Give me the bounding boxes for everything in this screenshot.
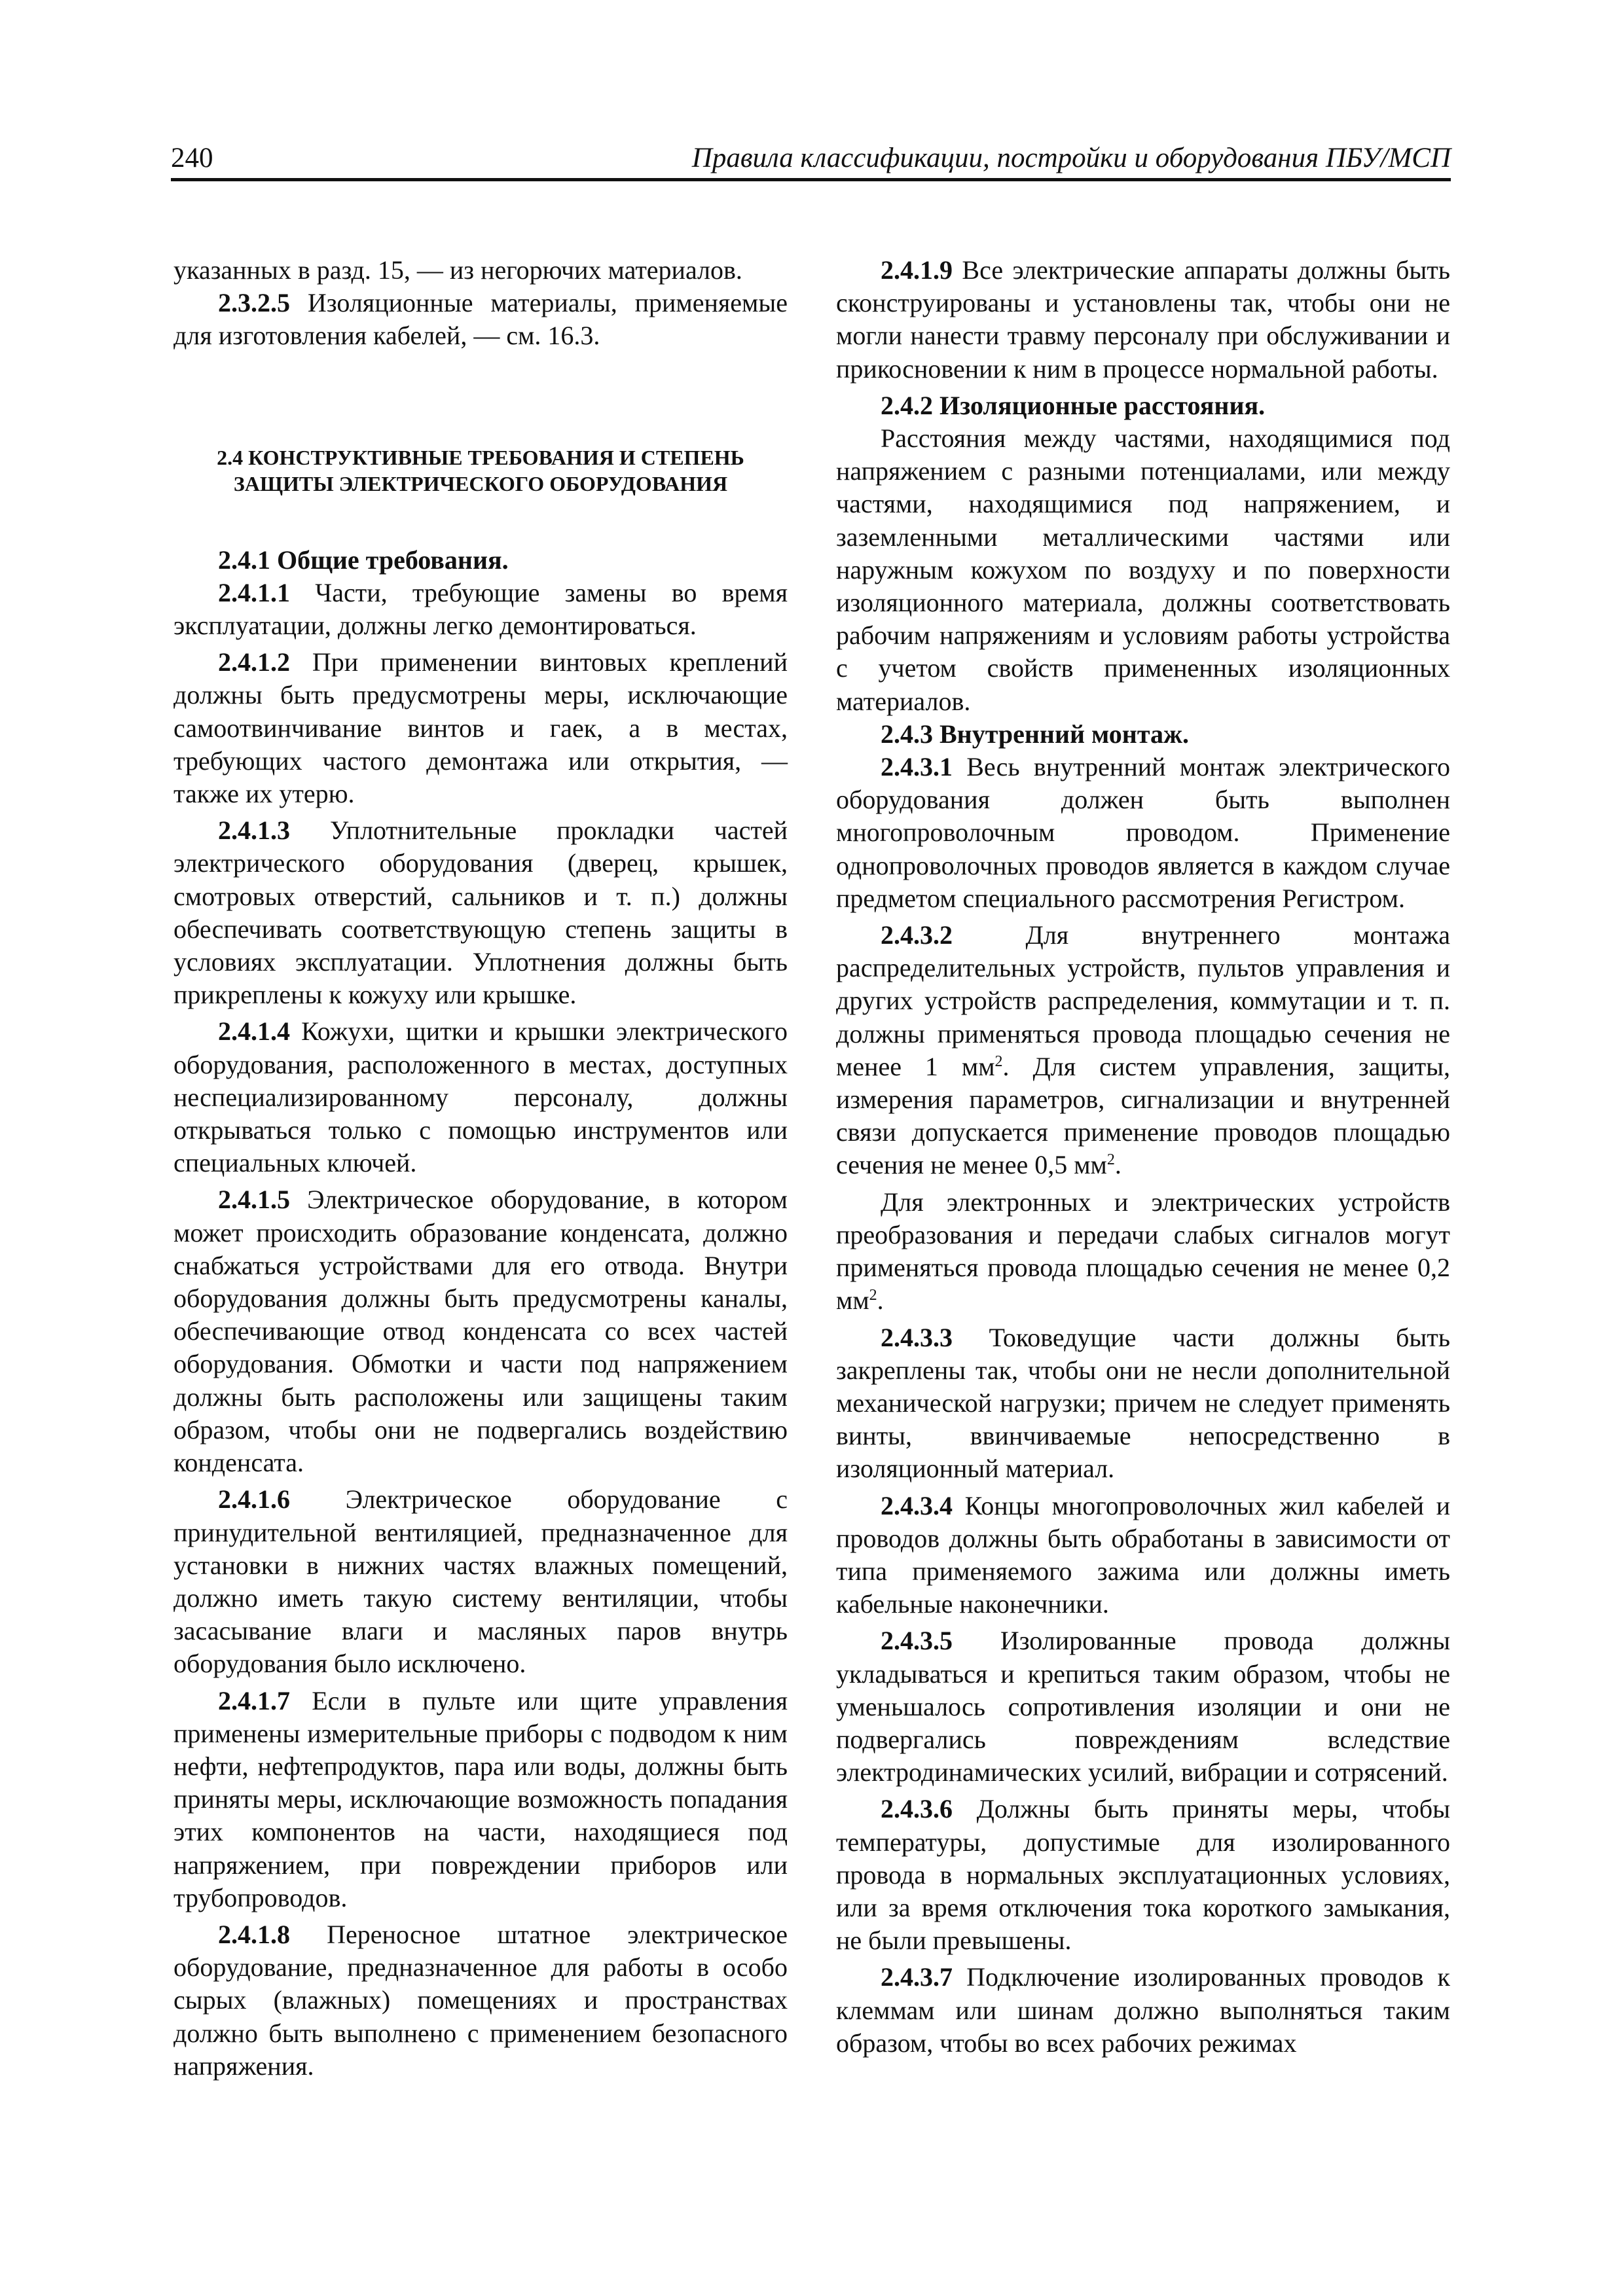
paragraph-text: Электрическое оборудование с принудительной вентиляцией, предназначенное для установки в нижних частях влажных помещений, должно иметь такую систему вентиляции, чтобы засасывание влаги и масляных паров внутрь оборудования было исключено. — [173, 1484, 788, 1679]
clause-number: 2.4.1.6 — [218, 1484, 290, 1515]
paragraph-2-3-2-5 — [173, 287, 788, 352]
paragraph-text: Уплотнительные прокладки частей электрического оборудования (дверец, крышек, смотровых отверстий, сальников и т. п.) должны обеспечивать соответствующую степень защиты в условиях эксплуатации. Уплотнения должны быть прикреплены к кожуху или крышке. — [173, 816, 788, 1010]
subsection-title: 2.4.2 Изоляционные расстояния. — [881, 390, 1266, 420]
paragraph-text: . — [877, 1285, 884, 1316]
paragraph-text: указанных в разд. 15, — из негорючих материалов. — [173, 255, 742, 285]
page-number: 240 — [171, 143, 213, 173]
clause-number: 2.4.1.4 — [218, 1016, 290, 1047]
paragraph-2-4-1-7 — [173, 1685, 788, 1914]
paragraph-text: Должны быть приняты меры, чтобы температуры, допустимые для изолированного провода в нормальных эксплуатационных условиях, или за время отключения тока короткого замыкания, не были превышены. — [836, 1794, 1450, 1956]
paragraph-2-4-1-6 — [173, 1483, 788, 1680]
paragraph-2-4-3-6 — [836, 1793, 1450, 1957]
subsection-heading — [836, 389, 1450, 422]
clause-number: 2.4.1.5 — [218, 1185, 290, 1215]
paragraph-2-4-1-1 — [173, 577, 788, 642]
clause-number: 2.4.3.1 — [881, 752, 953, 782]
clause-number: 2.4.3.4 — [881, 1490, 953, 1520]
paragraph-2-4-3-5 — [836, 1624, 1450, 1789]
paragraph-2-4-3-1 — [836, 751, 1450, 915]
subsection-title: 2.4.3 Внутренний монтаж. — [881, 719, 1189, 749]
paragraph-text: Токоведущие части должны быть закреплены так, чтобы они не несли дополнительной механической нагрузки; причем не следует применять винты, ввинчиваемые непосредственно в изоляционный материал. — [836, 1322, 1450, 1484]
paragraph — [836, 1186, 1450, 1318]
paragraph-text: Все электрические аппараты должны быть сконструированы и установлены так, чтобы они не могли нанести травму персоналу при обслуживании и прикосновении к ним в процессе нормальной работы. — [836, 255, 1450, 384]
subsection-heading — [173, 544, 788, 577]
clause-number: 2.4.3.6 — [881, 1794, 953, 1824]
subsection-heading — [836, 718, 1450, 751]
clause-number: 2.4.1.3 — [218, 816, 290, 846]
superscript: 2 — [1106, 1151, 1115, 1169]
paragraph-2-4-1-4 — [173, 1015, 788, 1179]
paragraph-text: Подключение изолированных проводов к клеммам или шинам должно выполняться таким образом, чтобы во всех рабочих режимах — [836, 1962, 1450, 2058]
paragraph-2-4-1-8 — [173, 1918, 788, 2083]
paragraph-2-4-3-3 — [836, 1321, 1450, 1486]
left-column — [173, 254, 788, 2083]
clause-number: 2.4.1.7 — [218, 1685, 290, 1715]
clause-number: 2.3.2.5 — [218, 288, 290, 318]
paragraph-text: Переносное штатное электрическое оборудование, предназначенное для работы в особо сырых (влажных) помещениях и пространствах должно быть выполнено с применением безопасного напряжения. — [173, 1919, 788, 2081]
clause-number: 2.4.3.7 — [881, 1962, 953, 1992]
section-heading-line: 2.4 КОНСТРУКТИВНЫЕ ТРЕБОВАНИЯ И СТЕПЕНЬ — [217, 445, 744, 469]
paragraph — [173, 254, 788, 287]
subsection-title: 2.4.1 Общие требования. — [218, 545, 509, 575]
paragraph-text: Для электронных и электрических устройств преобразования и передачи слабых сигналов могут применяться провода площадью сечения не менее 0,2 мм — [836, 1187, 1450, 1316]
paragraph-text: Электрическое оборудование, в котором может происходить образование конденсата, должно снабжаться устройствами для его отвода. Внутри оборудования должны быть предусмотрены каналы, обеспечивающие отвод конденсата со всех частей оборудования. Обмотки и части под напряжением должны быть расположены или защищены таким образом, чтобы они не подвергались воздействию конденсата. — [173, 1185, 788, 1478]
section-heading — [173, 444, 788, 497]
paragraph-text: Концы многопроволочных жил кабелей и проводов должны быть обработаны в зависимости от типа применяемого зажима или должны иметь кабельные наконечники. — [836, 1490, 1450, 1619]
paragraph-text: Весь внутренний монтаж электрического оборудования должен быть выполнен многопроволочным проводом. Применение однопроволочных проводов является в каждом случае предметом специального рассмотрения Регистром. — [836, 752, 1450, 913]
page-header — [171, 140, 1451, 181]
clause-number: 2.4.1.1 — [218, 577, 290, 607]
running-title: Правила классификации, постройки и оборудования ПБУ/МСП — [691, 143, 1451, 173]
paragraph-2-4-3-4 — [836, 1490, 1450, 1621]
paragraph-text: При применении винтовых креплений должны быть предусмотрены меры, исключающие самоотвинчивание винтов и гаек, а в местах, требующих частого демонтажа или открытия, — также их утерю. — [173, 647, 788, 809]
paragraph-2-4-1-9 — [836, 254, 1450, 386]
paragraph-text: Кожухи, щитки и крышки электрического оборудования, расположенного в местах, доступных неспециализированному персоналу, должны открываться только с помощью инструментов или специальных ключей. — [173, 1016, 788, 1178]
paragraph-text: Расстояния между частями, находящимися под напряжением с разными потенциалами, или между частями, находящимися под напряжением, и заземленными металлическими частями или наружным кожухом по воздуху и по поверхности изоляционного материала, должны соответствовать рабочим напряжениям и условиям работы устройства с учетом свойств примененных изоляционных материалов. — [836, 423, 1450, 716]
paragraph-text: Изоляционные материалы, применяемые для изготовления кабелей, — см. 16.3. — [173, 288, 788, 351]
clause-number: 2.4.1.2 — [218, 647, 290, 677]
superscript: 2 — [994, 1052, 1003, 1070]
right-column — [836, 254, 1450, 2060]
clause-number: 2.4.3.2 — [881, 920, 953, 950]
paragraph-2-4-1-2 — [173, 646, 788, 810]
paragraph-2-4-3-2 — [836, 919, 1450, 1182]
superscript: 2 — [869, 1287, 877, 1304]
paragraph-2-4-3-7 — [836, 1961, 1450, 2060]
paragraph-2-4-1-5 — [173, 1183, 788, 1479]
paragraph-text: Части, требующие замены во время эксплуатации, должны легко демонтироваться. — [173, 577, 788, 641]
paragraph-text: . — [1114, 1150, 1122, 1180]
paragraph-text: . Для систем управления, защиты, измерения параметров, сигнализации и внутренней связи допускается применение проводов площадью сечения не менее 0,5 мм — [836, 1051, 1450, 1180]
paragraph-2-4-2 — [836, 422, 1450, 718]
paragraph-2-4-1-3 — [173, 814, 788, 1011]
paragraph-text: Если в пульте или щите управления применены измерительные приборы с подводом к ним нефти, нефтепродуктов, пара или воды, должны быть приняты меры, исключающие возможность попадания этих компонентов на части, находящиеся под напряжением, при повреждении приборов или трубопроводов. — [173, 1685, 788, 1912]
clause-number: 2.4.3.5 — [881, 1626, 953, 1656]
clause-number: 2.4.3.3 — [881, 1322, 953, 1352]
clause-number: 2.4.1.8 — [218, 1919, 290, 1949]
paragraph-text: Для внутреннего монтажа распределительных устройств, пультов управления и других устройств распределения, коммутации и т. п. должны применяться провода площадью сечения не менее 1 мм — [836, 920, 1450, 1081]
section-heading-line: ЗАЩИТЫ ЭЛЕКТРИЧЕСКОГО ОБОРУДОВАНИЯ — [233, 471, 728, 495]
clause-number: 2.4.1.9 — [881, 255, 953, 285]
paragraph-text: Изолированные провода должны укладываться и крепиться таким образом, чтобы не уменьшалось сопротивления изоляции и они не подвергались повреждениям вследствие электродинамических усилий, вибрации и сотрясений. — [836, 1626, 1450, 1787]
